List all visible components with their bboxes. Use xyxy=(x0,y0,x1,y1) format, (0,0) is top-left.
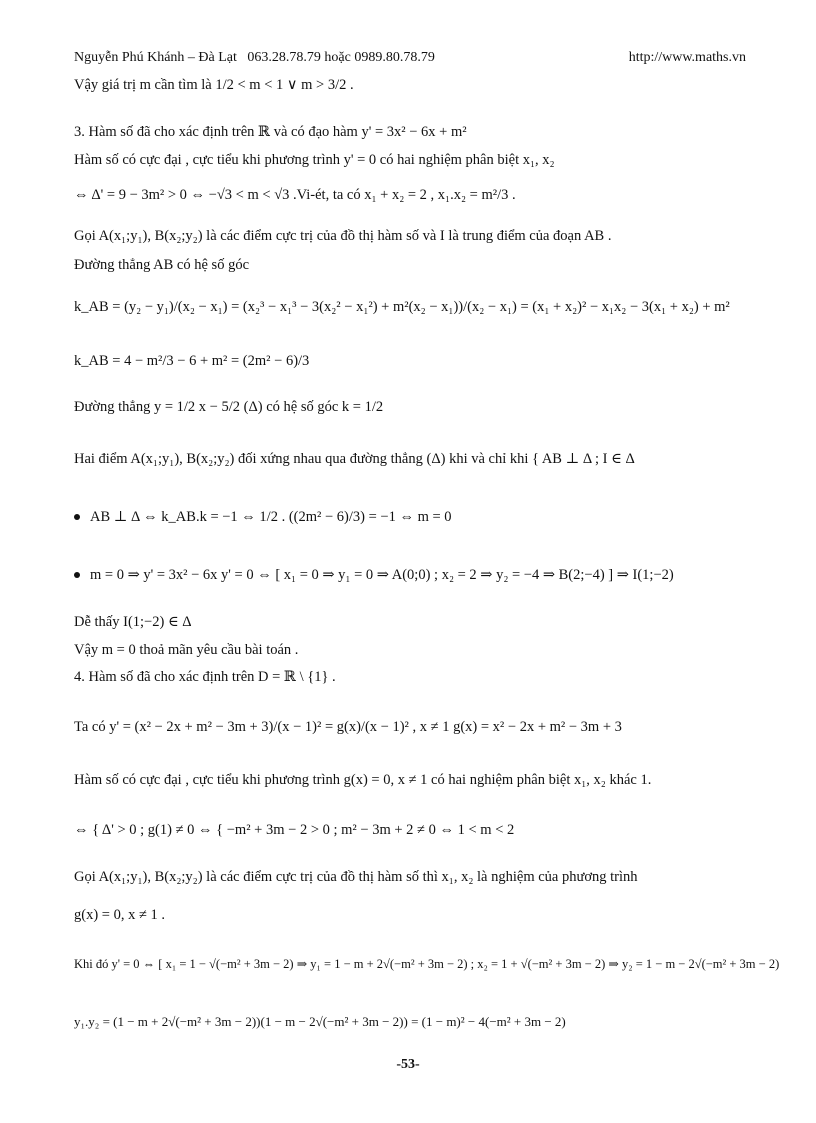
formula-conditions: ⇔ { Δ' > 0 ; g(1) ≠ 0 ⇔ { −m² + 3m − 2 > 0 ; m² − 3m + 2 ≠ 0 ⇔ 1 < m < 2 xyxy=(74,822,515,838)
header-author: Nguyễn Phú Khánh – Đà Lạt xyxy=(74,50,237,65)
formula-roots: Khi đó y' = 0 ⇔ [ x₁ = 1 − √(−m² + 3m − 2) ⇒ y₁ = 1 − m + 2√(−m² + 3m − 2) ; x₂ = 1 + √(−m² + 3m − 2) ⇒ y₂ = 1 − m − 2√(−m² + 3m − 2) xyxy=(74,957,780,971)
text-line-6: Đường thẳng AB có hệ số góc xyxy=(74,257,250,273)
text-line-19: Gọi A(x₁;y₁), B(x₂;y₂) là các điểm cực trị của đồ thị hàm số thì x₁, x₂ là nghiệm của phương trình xyxy=(74,869,638,885)
text-line-9: Đường thẳng y = 1/2 x − 5/2 (Δ) có hệ số góc k = 1/2 xyxy=(74,399,384,415)
text-line-15: 4. Hàm số đã cho xác định trên D = ℝ \ {1} . xyxy=(74,669,336,685)
text-line-13: Dễ thấy I(1;−2) ∈ Δ xyxy=(74,614,192,630)
formula-y-prime: Ta có y' = (x² − 2x + m² − 3m + 3)/(x − 1)² = g(x)/(x − 1)² , x ≠ 1 g(x) = x² − 2x + m² − 3m + 3 xyxy=(74,719,622,735)
formula-product: y₁.y₂ = (1 − m + 2√(−m² + 3m − 2))(1 − m − 2√(−m² + 3m − 2)) = (1 − m)² − 4(−m² + 3m − 2) xyxy=(74,1014,566,1029)
bullet-text-2: m = 0 ⇒ y' = 3x² − 6x y' = 0 ⇔ [ x₁ = 0 ⇒ y₁ = 0 ⇒ A(0;0) ; x₂ = 2 ⇒ y₂ = −4 ⇒ B(2;−4) ] ⇒ I(1;−2) xyxy=(90,567,674,583)
text-line-17: Hàm số có cực đại , cực tiểu khi phương trình g(x) = 0, x ≠ 1 có hai nghiệm phân biệt x₁, x₂ khác 1. xyxy=(74,772,652,788)
bullet-line-1 xyxy=(74,510,452,526)
page-header xyxy=(74,50,746,66)
text-line-20: g(x) = 0, x ≠ 1 . xyxy=(74,907,166,923)
page-number: -53- xyxy=(396,1057,420,1072)
bullet-icon xyxy=(74,514,80,520)
bullet-text-1: AB ⊥ Δ ⇔ k_AB.k = −1 ⇔ 1/2 . ((2m² − 6)/3) = −1 ⇔ m = 0 xyxy=(90,509,452,525)
formula-kab-2: k_AB = 4 − m²/3 − 6 + m² = (2m² − 6)/3 xyxy=(74,353,310,369)
text-line-3: Hàm số có cực đại , cực tiểu khi phương trình y' = 0 có hai nghiệm phân biệt x₁, x₂ xyxy=(74,152,555,168)
text-line-1: Vậy giá trị m cần tìm là 1/2 < m < 1 ∨ m > 3/2 . xyxy=(74,77,354,93)
header-phones: 063.28.78.79 hoặc 0989.80.78.79 xyxy=(247,50,435,65)
text-line-5: Gọi A(x₁;y₁), B(x₂;y₂) là các điểm cực trị của đồ thị hàm số và I là trung điểm của đoạn AB . xyxy=(74,228,612,244)
text-line-4: ⇔ Δ' = 9 − 3m² > 0 ⇔ −√3 < m < √3 .Vi-ét, ta có x₁ + x₂ = 2 , x₁.x₂ = m²/3 . xyxy=(74,187,516,203)
formula-kab-1: k_AB = (y₂ − y₁)/(x₂ − x₁) = (x₂³ − x₁³ − 3(x₂² − x₁²) + m²(x₂ − x₁))/(x₂ − x₁) = (x₁ + x₂)² − x₁x₂ − 3(x₁ + x₂) + m² xyxy=(74,299,730,315)
text-line-10: Hai điểm A(x₁;y₁), B(x₂;y₂) đối xứng nhau qua đường thẳng (Δ) khi và chỉ khi { AB ⊥ Δ ; I ∈ Δ xyxy=(74,451,635,467)
bullet-icon xyxy=(74,572,80,578)
header-website[interactable]: http://www.maths.vn xyxy=(628,50,746,65)
bullet-line-2 xyxy=(74,568,674,584)
text-line-2: 3. Hàm số đã cho xác định trên ℝ và có đạo hàm y' = 3x² − 6x + m² xyxy=(74,124,467,140)
text-line-14: Vậy m = 0 thoả mãn yêu cầu bài toán . xyxy=(74,642,299,658)
